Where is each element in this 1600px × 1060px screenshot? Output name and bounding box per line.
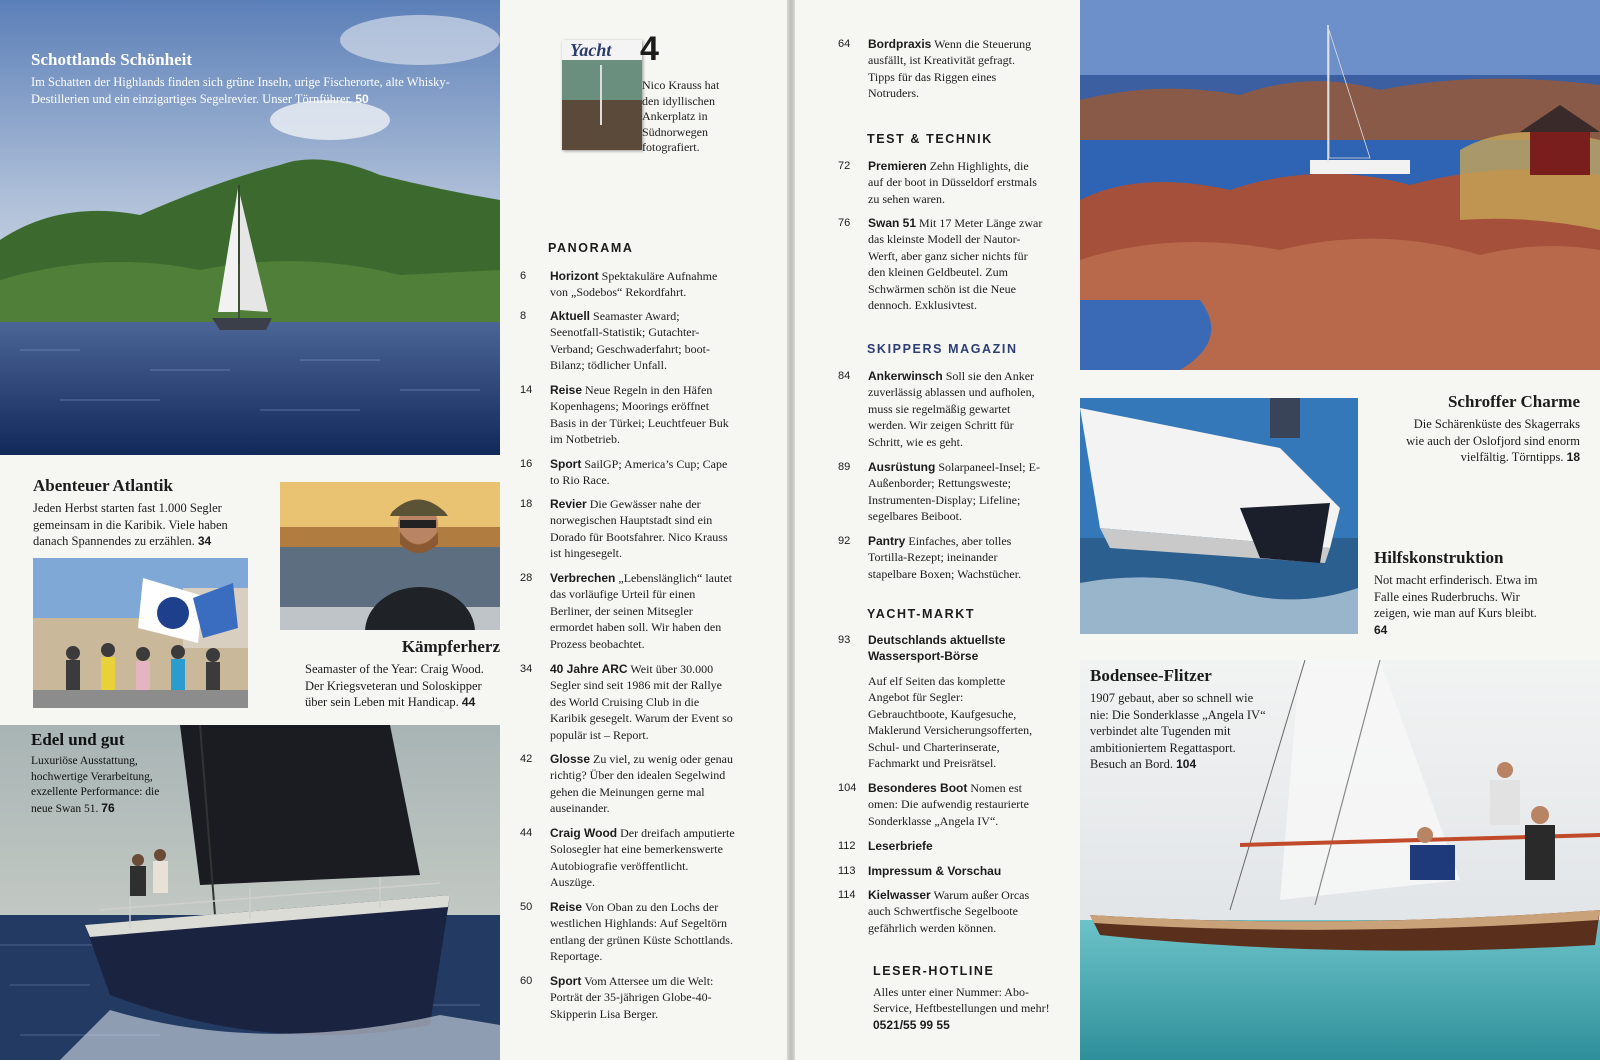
rudder-photo: [1080, 398, 1358, 634]
toc-entry-text: [550, 661, 735, 743]
toc-entry-title: Kielwasser: [868, 888, 931, 902]
kaempfer-caption: [305, 637, 500, 711]
scotland-title: Schottlands Schönheit: [31, 50, 193, 69]
toc-page-number: 42: [520, 753, 533, 765]
schroffer-body: [1400, 416, 1580, 466]
toc-entry-desc: „Lebenslänglich“ lautet das vorläufige Urteil für einen Berliner, der seinen Mitsegler ermordet haben soll. Wir haben den Prozess beobachtet.: [550, 571, 732, 651]
toc-page-number: 93: [838, 634, 851, 646]
toc-entry-text: [550, 751, 735, 817]
toc-page-number: 18: [520, 498, 533, 510]
test-technik-heading: TEST & TECHNIK: [867, 132, 993, 146]
toc-page-number: 14: [520, 384, 533, 396]
toc-entry-text: [868, 780, 1043, 829]
toc-entry-desc: Wenn die Steuerung ausfällt, ist Kreativität gefragt. Tipps für das Riggen eines Notruders.: [868, 37, 1032, 101]
hilfs-caption: [1374, 548, 1589, 638]
kaempfer-body: [305, 661, 500, 711]
toc-entry-title: Reise: [550, 900, 583, 914]
toc-entry-desc: Zehn Highlights, die auf der boot in Düsseldorf erstmals zu sehen waren.: [868, 159, 1037, 206]
toc-page-number: 89: [838, 461, 851, 473]
toc-entry-desc: Weit über 30.000 Segler sind seit 1986 mit der Rallye des World Cruising Club in die Karibik gesegelt. Warum der Event so populär ist – Report.: [550, 662, 733, 742]
cover-logo: Yacht: [570, 40, 612, 60]
toc-page-number: 6: [520, 270, 527, 282]
toc-entry-desc: Nomen est omen: Die aufwendig restaurierte Sonderklasse „Angela IV“.: [868, 781, 1029, 828]
toc-entry-title: 40 Jahre ARC: [550, 662, 628, 676]
toc-entry-text: [868, 863, 1001, 879]
toc-entry-title: Besonderes Boot: [868, 781, 968, 795]
toc-entry-text: [868, 158, 1043, 207]
toc-entry-title: Craig Wood: [550, 826, 618, 840]
bodensee-title: Bodensee-Flitzer: [1090, 666, 1212, 685]
schroffer-body-text: Die Schärenküste des Skagerraks wie auch der Oslofjord sind enorm vielfältig. Törntipps.: [1406, 417, 1580, 464]
edel-title: Edel und gut: [31, 730, 125, 749]
scotland-caption: [31, 50, 451, 107]
toc-entry-text: [868, 533, 1043, 582]
leser-hotline-heading: LESER-HOTLINE: [873, 964, 995, 978]
hilfs-body-text: Not macht erfinderisch. Etwa im Falle eines Ruderbruchs. Wir zeigen, wie man auf Kurs bleibt.: [1374, 573, 1538, 620]
toc-page-number: 114: [838, 889, 856, 901]
toc-page-number: 64: [838, 38, 851, 50]
toc-entry-desc: Zu viel, zu wenig oder genau richtig? Über den idealen Segelwind gehen die Meinungen gerne mal auseinander.: [550, 752, 733, 816]
edel-body: [31, 754, 171, 817]
toc-page-number: 16: [520, 458, 533, 470]
scotland-body-text: Im Schatten der Highlands finden sich grüne Inseln, urige Fischerorte, alte Whisky-Destillerien und ein einzigartiges Segelrevier. Unser Törnführer.: [31, 75, 450, 106]
toc-entry-text: [868, 368, 1043, 450]
edel-page-number: 76: [101, 800, 115, 815]
toc-entry-title: Reise: [550, 383, 583, 397]
toc-entry-title: Verbrechen: [550, 571, 616, 585]
toc-entry-title: Impressum & Vorschau: [868, 864, 1002, 878]
toc-entry-desc: Soll sie den Anker zuverlässig ablassen und aufholen, muss sie regelmäßig gewartet werden. Wir zeigen Schritt für Schritt, wie es geht.: [868, 369, 1035, 449]
bodensee-body: [1090, 690, 1270, 773]
toc-entry-desc: Neue Regeln in den Häfen Kopenhagens; Moorings eröffnet Basis in der Türkei; Leuchtfeuer Buk im Notbetrieb.: [550, 383, 729, 447]
schroffer-caption: [1400, 392, 1580, 466]
toc-entry-title: Leserbriefe: [868, 839, 933, 853]
toc-entry-text: [550, 973, 735, 1022]
toc-entry-text: [868, 36, 1043, 102]
edel-caption: [31, 730, 171, 817]
atlantik-body-text: Jeden Herbst starten fast 1.000 Segler gemeinsam in die Karibik. Viele haben danach Spannendes zu erzählen.: [33, 501, 228, 548]
toc-entry-desc: Spektakuläre Aufnahme von „Sodebos“ Rekordfahrt.: [550, 269, 718, 300]
toc-page-number: 104: [838, 782, 857, 794]
left-page: [0, 0, 500, 1060]
toc-page-number: 8: [520, 310, 527, 322]
toc-entry-title: Premieren: [868, 159, 927, 173]
toc-entry-title: Pantry: [868, 534, 906, 548]
right-page: [1080, 0, 1600, 1060]
toc-entry-text: [550, 308, 735, 374]
atlantik-caption: [33, 476, 263, 550]
toc-entry-text: [550, 456, 735, 489]
atlantik-body: [33, 500, 263, 550]
toc-entry-title: Aktuell: [550, 309, 591, 323]
bodensee-body-text: 1907 gebaut, aber so schnell wie nie: Die Sonderklasse „Angela IV“ verbindet alte Tugenden mit ambitioniertem Regattasport. Besuch an Bord.: [1090, 691, 1266, 771]
hilfs-page-number: 64: [1374, 622, 1388, 637]
scotland-page-number: 50: [355, 91, 369, 106]
toc-entry-text: [550, 268, 735, 301]
toc-entry-desc: Warum außer Orcas auch Schwertfische Segelboote gefährlich werden können.: [868, 888, 1030, 935]
toc-entry-title: Deutschlands aktuellste Wassersport-Börse: [868, 633, 1006, 664]
toc-entry-desc: Vom Attersee um die Welt: Porträt der 35-jährigen Globe-40-Skipperin Lisa Berger.: [550, 974, 714, 1021]
toc-page-number: 50: [520, 901, 533, 913]
toc-page-number: 28: [520, 572, 533, 584]
kaempfer-body-text: Seamaster of the Year: Craig Wood. Der Kriegsveteran und Soloskipper über sein Leben mit Handicap.: [305, 662, 484, 709]
toc-entry-desc: SailGP; America’s Cup; Cape to Rio Race.: [550, 457, 728, 488]
toc-page-number: 60: [520, 975, 533, 987]
toc-entry-text: [550, 496, 735, 562]
scotland-body: [31, 74, 451, 107]
toc-entry-text: [550, 570, 735, 652]
toc-right-page: [795, 0, 1080, 1060]
toc-entry-title: Glosse: [550, 752, 591, 766]
hotline-description: Alles unter einer Nummer: Abo-Service, Heftbestellungen und mehr!: [873, 985, 1050, 1016]
toc-entry-desc: Die Gewässer nahe der norwegischen Hauptstadt sind ein Dorado für Bootsfahrer. Nico Krauss ist hingesegelt.: [550, 497, 728, 561]
cover-page-number: 4: [640, 30, 659, 68]
kaempfer-page-number: 44: [461, 695, 476, 709]
toc-page-number: 72: [838, 160, 851, 172]
toc-entry-text: [868, 673, 1043, 771]
hotline-text: [873, 984, 1058, 1033]
toc-page-number: 84: [838, 370, 851, 382]
toc-entry-desc: Von Oban zu den Lochs der westlichen Highlands: Auf Segeltörn entlang der grünen Küste Schottlands. Reportage.: [550, 900, 733, 964]
arc-crowd-photo: [33, 558, 248, 708]
toc-entry-text: [868, 459, 1043, 525]
toc-entry-desc: Einfaches, aber tolles Tortilla-Rezept; ineinander stapelbare Boxen; Wachstücher.: [868, 534, 1022, 581]
toc-entry-desc: Solarpaneel-Insel; E-Außenborder; Rettungsweste; Instrumenten-Display; Lifeline; segelbares Beiboot.: [868, 460, 1040, 524]
skippers-magazin-heading: SKIPPERS MAGAZIN: [867, 342, 1018, 356]
kaempfer-title: Kämpferherz: [401, 637, 500, 656]
skerry-photo: [1080, 0, 1600, 370]
page-gutter: [787, 0, 795, 1060]
toc-entry-title: Horizont: [550, 269, 599, 283]
toc-page-number: 34: [520, 663, 533, 675]
toc-entry-desc: Auf elf Seiten das komplette Angebot für Segler: Gebrauchtboote, Kaufgesuche, Maklerund Versicherungsofferten, Schul- und Charterinserate, Fachmarkt und Preisrätsel.: [868, 674, 1033, 771]
toc-entry-text: [868, 215, 1043, 313]
toc-entry-text: [550, 825, 735, 891]
toc-entry-desc: Mit 17 Meter Länge zwar das kleinste Modell der Nautor-Werft, aber ganz sicher nichts für den kleinen Geldbeutel. Zum Schwärmen schön ist die Neue dennoch. Exklusivtest.: [868, 216, 1043, 313]
schroffer-title: Schroffer Charme: [1447, 392, 1580, 411]
yacht-markt-heading: YACHT-MARKT: [867, 607, 976, 621]
toc-entry-title: Sport: [550, 974, 582, 988]
bodensee-page-number: 104: [1176, 757, 1197, 771]
toc-entry-title: Sport: [550, 457, 582, 471]
hilfs-body: [1374, 572, 1549, 638]
toc-entry-text: [868, 632, 1043, 665]
atlantik-title: Abenteuer Atlantik: [33, 476, 173, 495]
toc-page-number: 113: [838, 865, 856, 877]
toc-entry-title: Ankerwinsch: [868, 369, 943, 383]
toc-page-number: 92: [838, 535, 851, 547]
hilfs-title: Hilfskonstruktion: [1374, 548, 1504, 567]
hotline-phone[interactable]: 0521/55 99 55: [873, 1017, 950, 1032]
schroffer-page-number: 18: [1566, 450, 1580, 464]
toc-entry-desc: Seamaster Award; Seenotfall-Statistik; Gutachter-Verband; Geschwaderfahrt; boot-Bilanz; tödlicher Unfall.: [550, 309, 710, 373]
atlantik-page-number: 34: [197, 534, 212, 548]
toc-entry-text: [868, 887, 1043, 936]
edel-body-text: Luxuriöse Ausstattung, hochwertige Verarbeitung, exzellente Performance: die neue Swan 51.: [31, 755, 160, 815]
cover-caption: Nico Krauss hat den idyllischen Ankerplatz in Südnorwegen fotografiert.: [642, 78, 720, 154]
toc-entry-text: [868, 838, 933, 854]
toc-entry-text: [550, 382, 735, 448]
toc-entry-desc: Der dreifach amputierte Solosegler hat eine bemerkenswerte Autobiografie veröffentlicht. Auszüge.: [550, 826, 735, 890]
toc-entry-title: Ausrüstung: [868, 460, 936, 474]
toc-entry-title: Revier: [550, 497, 587, 511]
toc-entry-title: Bordpraxis: [868, 37, 932, 51]
bodensee-caption: [1084, 662, 1276, 777]
toc-left-page: [500, 0, 790, 1060]
toc-page-number: 112: [838, 840, 856, 852]
toc-entry-title: Swan 51: [868, 216, 917, 230]
craig-wood-photo: [280, 482, 500, 630]
toc-entry-text: [550, 899, 735, 965]
panorama-heading: PANORAMA: [548, 241, 634, 255]
toc-page-number: 76: [838, 217, 851, 229]
toc-page-number: 44: [520, 827, 533, 839]
